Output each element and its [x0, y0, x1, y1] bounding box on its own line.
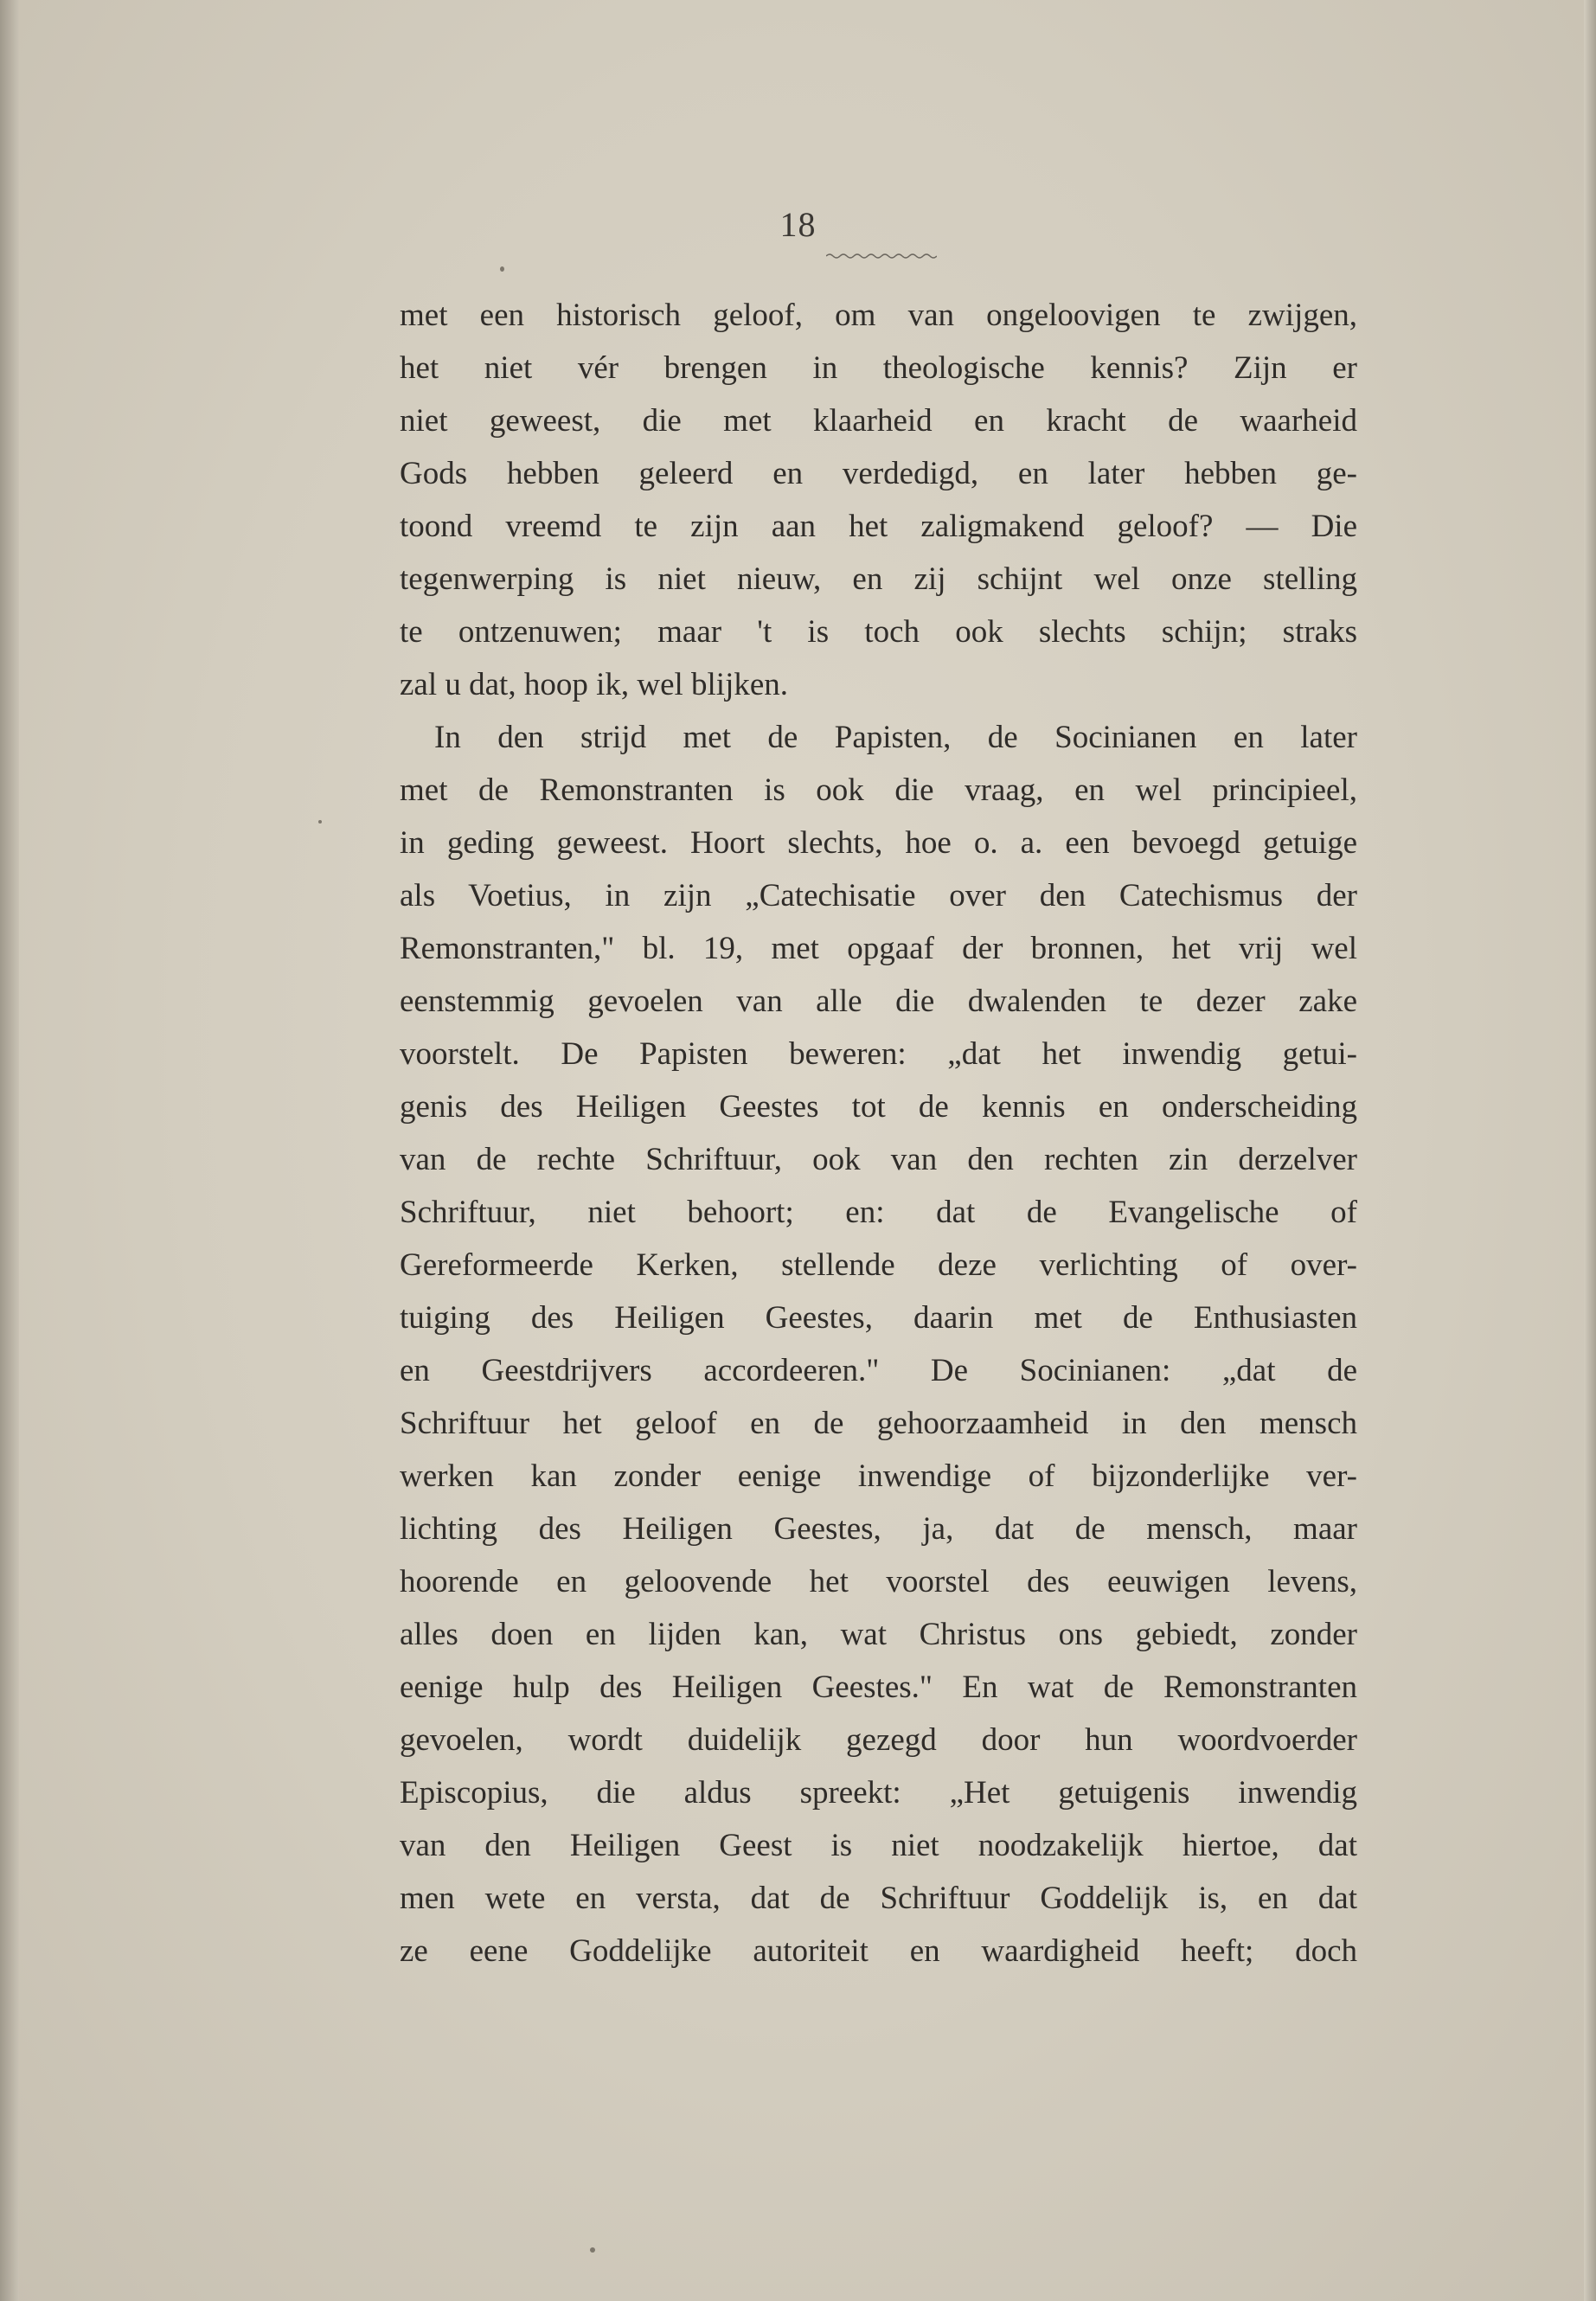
text-line: tegenwerping is niet nieuw, en zij schijnt wel onze stelling: [400, 561, 1357, 597]
text-line: Remonstranten," bl. 19, met opgaaf der bronnen, het vrij wel: [400, 931, 1357, 966]
page-number-ornament: [826, 253, 937, 260]
text-line: Gods hebben geleerd en verdedigd, en later hebben ge-: [400, 456, 1357, 491]
text-line: en Geestdrijvers accordeeren." De Socinianen: „dat de: [400, 1353, 1357, 1388]
page-edge-left: [0, 0, 19, 2301]
paragraph-1: [400, 289, 1357, 711]
text-line: In den strijd met de Papisten, de Socinianen en later: [434, 720, 1357, 755]
text-line: eenige hulp des Heiligen Geestes." En wat de Remonstranten: [400, 1670, 1357, 1705]
text-line: toond vreemd te zijn aan het zaligmakend geloof? — Die: [400, 509, 1357, 544]
page-number: 18: [779, 205, 817, 244]
paragraph-2: [400, 711, 1357, 1977]
paper-speck: [318, 820, 322, 824]
text-line: te ontzenuwen; maar 't is toch ook slechts schijn; straks: [400, 614, 1357, 650]
text-line: niet geweest, die met klaarheid en kracht de waarheid: [400, 403, 1357, 439]
text-line: werken kan zonder eenige inwendige of bijzonderlijke ver-: [400, 1458, 1357, 1494]
paper-speck: [590, 2247, 595, 2253]
text-line: het niet vér brengen in theologische kennis? Zijn er: [400, 350, 1357, 386]
text-line: tuiging des Heiligen Geestes, daarin met de Enthusiasten: [400, 1300, 1357, 1336]
text-line: zal u dat, hoop ik, wel blijken.: [400, 667, 789, 702]
text-line: met een historisch geloof, om van ongeloovigen te zwijgen,: [400, 298, 1357, 333]
text-line: hoorende en geloovende het voorstel des eeuwigen levens,: [400, 1564, 1357, 1599]
text-line: van den Heiligen Geest is niet noodzakelijk hiertoe, dat: [400, 1828, 1357, 1863]
text-line: ze eene Goddelijke autoriteit en waardigheid heeft; doch: [400, 1933, 1357, 1969]
text-line: Episcopius, die aldus spreekt: „Het getuigenis inwendig: [400, 1775, 1357, 1811]
body-text: [400, 289, 1357, 1977]
text-line: in geding geweest. Hoort slechts, hoe o. a. een bevoegd getuige: [400, 825, 1357, 861]
text-line: men wete en versta, dat de Schriftuur Goddelijk is, en dat: [400, 1881, 1357, 1916]
text-line: voorstelt. De Papisten beweren: „dat het inwendig getui-: [400, 1036, 1357, 1072]
text-line: gevoelen, wordt duidelijk gezegd door hun woordvoerder: [400, 1722, 1357, 1758]
text-line: Schriftuur het geloof en de gehoorzaamheid in den mensch: [400, 1406, 1357, 1441]
text-line: genis des Heiligen Geestes tot de kennis en onderscheiding: [400, 1089, 1357, 1125]
page-edge-right: [1584, 0, 1596, 2301]
text-line: lichting des Heiligen Geestes, ja, dat de mensch, maar: [400, 1511, 1357, 1547]
text-line: van de rechte Schriftuur, ook van den rechten zin derzelver: [400, 1142, 1357, 1177]
paper-speck: [500, 266, 504, 272]
text-line: eenstemmig gevoelen van alle die dwalenden te dezer zake: [400, 984, 1357, 1019]
text-line: als Voetius, in zijn „Catechisatie over den Catechismus der: [400, 878, 1357, 913]
text-line: alles doen en lijden kan, wat Christus ons gebiedt, zonder: [400, 1617, 1357, 1652]
text-line: met de Remonstranten is ook die vraag, en wel principieel,: [400, 772, 1357, 808]
text-line: Schriftuur, niet behoort; en: dat de Evangelische of: [400, 1195, 1357, 1230]
text-line: Gereformeerde Kerken, stellende deze verlichting of over-: [400, 1247, 1357, 1283]
